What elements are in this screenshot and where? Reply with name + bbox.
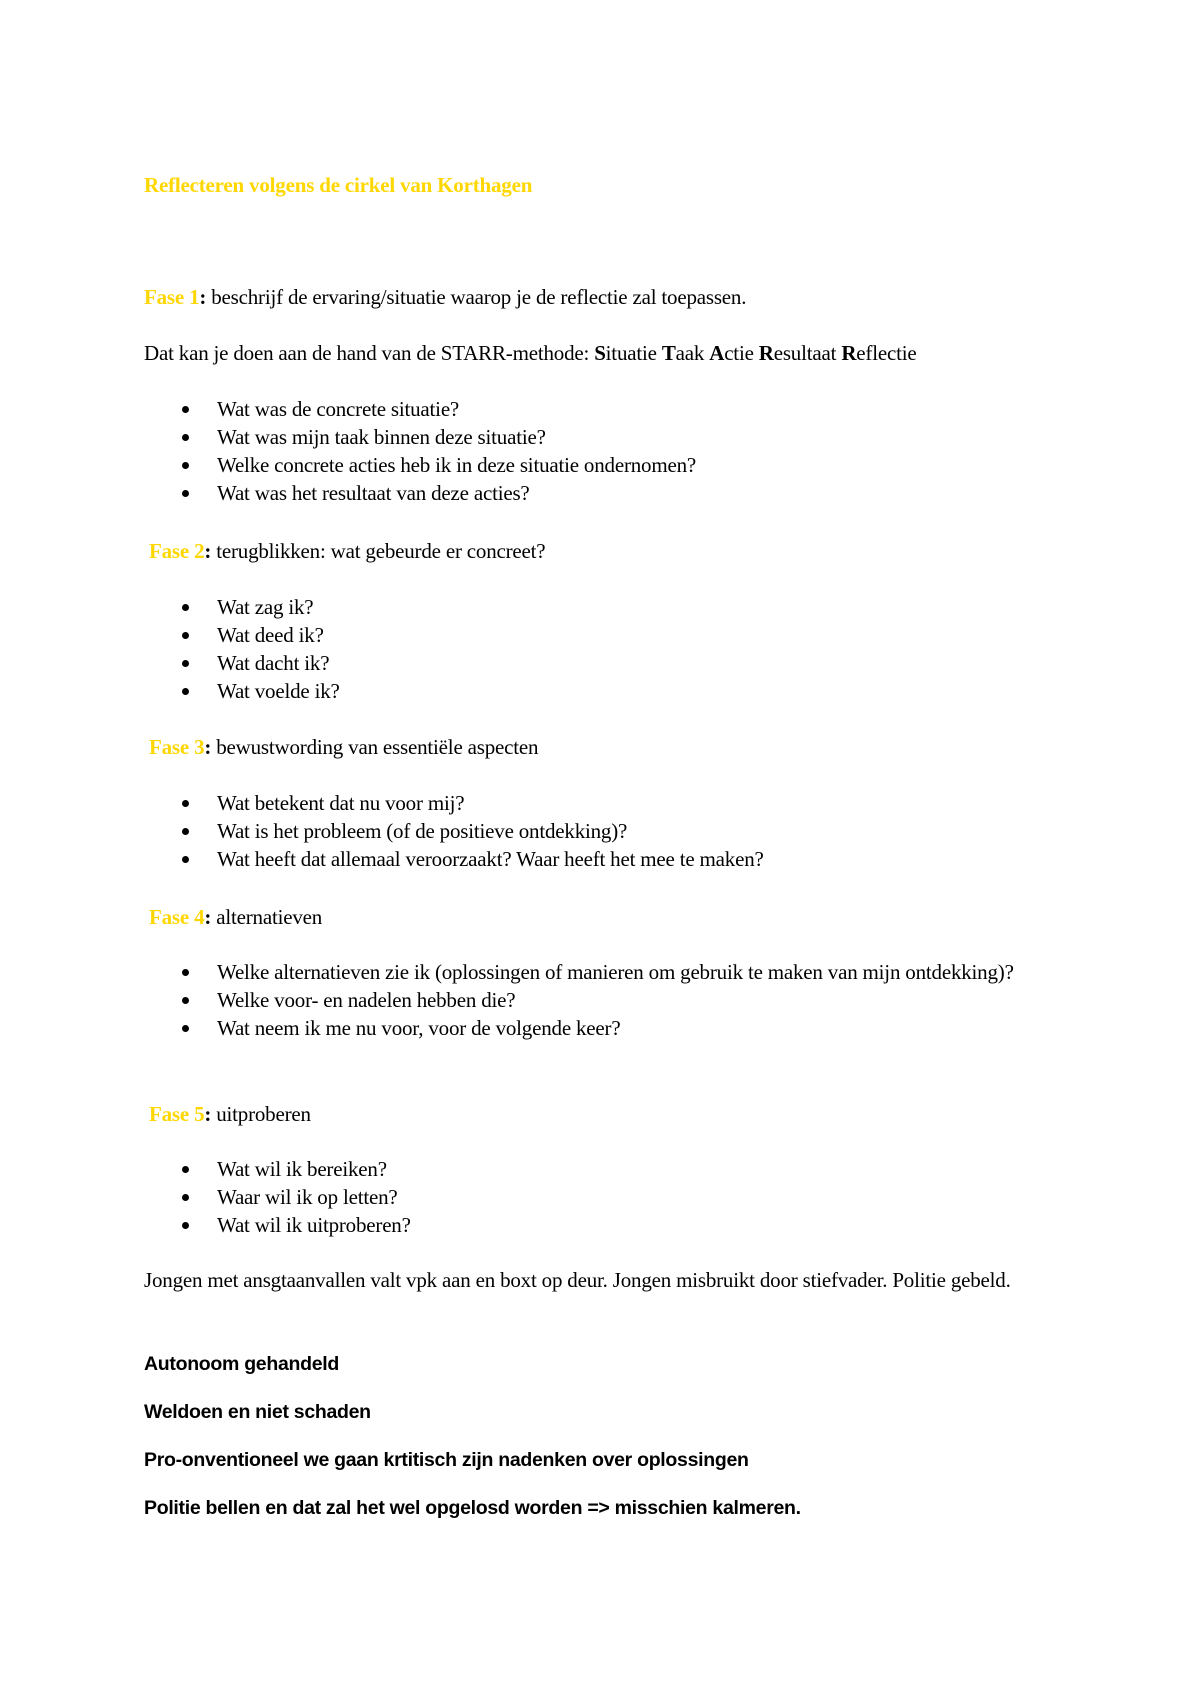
bullet-icon [182, 406, 189, 413]
starr-word-actie: ctie [724, 341, 759, 365]
question-text: Welke alternatieven zie ik (oplossingen of manieren om gebruik te maken van mijn ontdekking)? [217, 960, 1014, 984]
phase-5-label: Fase 5 [149, 1102, 205, 1126]
bullet-icon [182, 490, 189, 497]
phase-1-colon: : [199, 285, 207, 309]
question-text: Wat deed ik? [217, 623, 324, 647]
bullet-icon [182, 800, 189, 807]
list-item [144, 817, 1044, 845]
bullet-icon [182, 1194, 189, 1201]
phase-3-heading [149, 733, 538, 761]
phase-2-colon: : [204, 539, 212, 563]
starr-sentence [144, 339, 916, 367]
phase-5-questions [144, 1155, 1044, 1239]
question-text: Wat dacht ik? [217, 651, 330, 675]
bullet-icon [182, 1222, 189, 1229]
phase-2-label: Fase 2 [149, 539, 205, 563]
phase-4-text: alternatieven [211, 905, 323, 929]
bullet-icon [182, 1166, 189, 1173]
phase-3-colon: : [204, 735, 212, 759]
starr-letter-r1: R [758, 341, 774, 365]
starr-letter-s: S [594, 341, 606, 365]
question-text: Wat neem ik me nu voor, voor de volgende keer? [217, 1016, 621, 1040]
question-text: Welke voor- en nadelen hebben die? [217, 988, 516, 1012]
list-item [144, 621, 1044, 649]
phase-1-text: beschrijf de ervaring/situatie waarop je de reflectie zal toepassen. [206, 285, 747, 309]
starr-word-situatie: ituatie [605, 341, 662, 365]
starr-word-taak: aak [675, 341, 710, 365]
case-description: Jongen met ansgtaanvallen valt vpk aan en boxt op deur. Jongen misbruikt door stiefvader. Politie gebeld. [144, 1268, 1011, 1292]
phase-5-text: uitproberen [211, 1102, 311, 1126]
starr-letter-a: A [709, 341, 725, 365]
phase-3-text: bewustwording van essentiële aspecten [211, 735, 539, 759]
list-item [144, 451, 1044, 479]
question-text: Wat is het probleem (of de positieve ontdekking)? [217, 819, 628, 843]
phase-1-label: Fase 1 [144, 285, 200, 309]
bullet-icon [182, 1025, 189, 1032]
conclusion-1: Autonoom gehandeld [144, 1353, 339, 1375]
phase-2-heading [149, 537, 545, 565]
list-item [144, 423, 1044, 451]
question-text: Welke concrete acties heb ik in deze situatie ondernomen? [217, 453, 697, 477]
bullet-icon [182, 969, 189, 976]
question-text: Wat was het resultaat van deze acties? [217, 481, 530, 505]
conclusion-4: Politie bellen en dat zal het wel opgelosd worden => misschien kalmeren. [144, 1497, 801, 1519]
starr-letter-r2: R [841, 341, 857, 365]
phase-5-colon: : [204, 1102, 212, 1126]
starr-letter-t: T [661, 341, 676, 365]
bullet-icon [182, 688, 189, 695]
list-item [144, 789, 1044, 817]
list-item [144, 649, 1044, 677]
document-title: Reflecteren volgens de cirkel van Korthagen [144, 173, 533, 197]
bullet-icon [182, 434, 189, 441]
bullet-icon [182, 660, 189, 667]
question-text: Wat voelde ik? [217, 679, 340, 703]
bullet-icon [182, 997, 189, 1004]
question-text: Waar wil ik op letten? [217, 1185, 398, 1209]
list-item [144, 593, 1044, 621]
question-text: Wat was mijn taak binnen deze situatie? [217, 425, 546, 449]
question-text: Wat betekent dat nu voor mij? [217, 791, 465, 815]
question-text: Wat zag ik? [217, 595, 314, 619]
question-text: Wat was de concrete situatie? [217, 397, 460, 421]
conclusion-3: Pro-onventioneel we gaan krtitisch zijn nadenken over oplossingen [144, 1449, 749, 1471]
phase-4-label: Fase 4 [149, 905, 205, 929]
question-text: Wat wil ik bereiken? [217, 1157, 387, 1181]
starr-word-resultaat: esultaat [773, 341, 842, 365]
bullet-icon [182, 828, 189, 835]
phase-1-questions [144, 395, 1044, 507]
phase-5-heading [149, 1100, 311, 1128]
bullet-icon [182, 604, 189, 611]
list-item [144, 479, 1044, 507]
phase-4-questions [144, 958, 1044, 1042]
phase-4-heading [149, 903, 322, 931]
phase-2-text: terugblikken: wat gebeurde er concreet? [211, 539, 546, 563]
starr-intro: Dat kan je doen aan de hand van de STARR-methode: [144, 341, 595, 365]
conclusion-2: Weldoen en niet schaden [144, 1401, 371, 1423]
list-item [144, 677, 1044, 705]
question-text: Wat heeft dat allemaal veroorzaakt? Waar heeft het mee te maken? [217, 847, 764, 871]
bullet-icon [182, 856, 189, 863]
phase-3-questions [144, 789, 1044, 873]
list-item [144, 1211, 1044, 1239]
list-item [144, 986, 1044, 1014]
question-text: Wat wil ik uitproberen? [217, 1213, 411, 1237]
list-item [144, 1014, 1044, 1042]
phase-1-heading [144, 283, 746, 311]
phase-4-colon: : [204, 905, 212, 929]
bullet-icon [182, 462, 189, 469]
phase-2-questions [144, 593, 1044, 705]
list-item [144, 958, 1044, 986]
list-item [144, 395, 1044, 423]
list-item [144, 1183, 1044, 1211]
list-item [144, 845, 1044, 873]
starr-word-reflectie: eflectie [856, 341, 917, 365]
list-item [144, 1155, 1044, 1183]
phase-3-label: Fase 3 [149, 735, 205, 759]
bullet-icon [182, 632, 189, 639]
